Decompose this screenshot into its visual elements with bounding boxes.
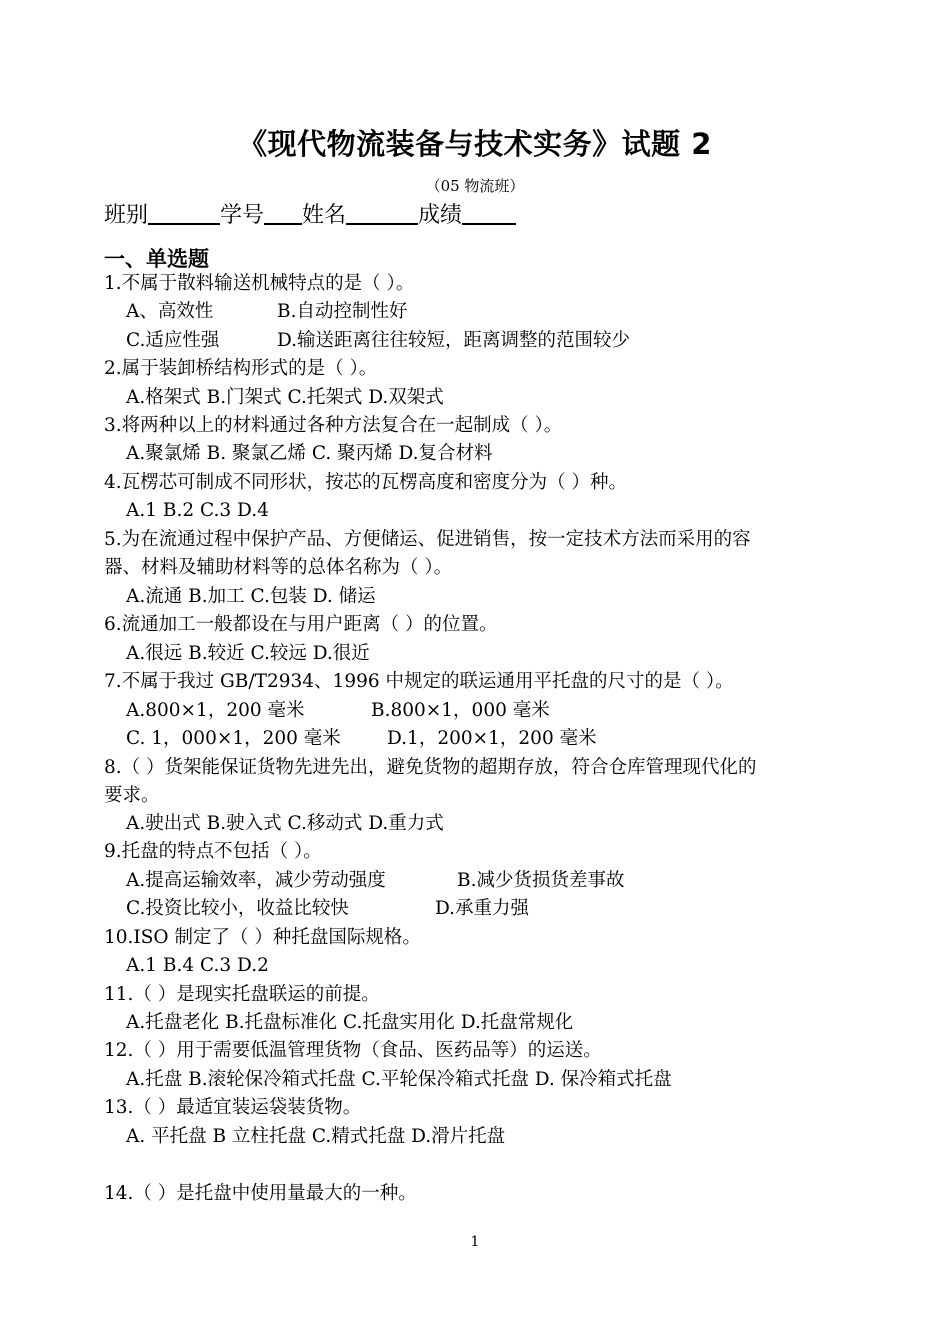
- question-7-option-c: C. 1，000×1，200 毫米: [126, 728, 341, 749]
- question-7-stem: 7.不属于我过 GB/T2934、1996 中规定的联运通用平托盘的尺寸的是（ ）。: [104, 671, 734, 692]
- question-13-stem: 13.（ ）最适宜装运袋装货物。: [104, 1097, 362, 1118]
- page-title: 《现代物流装备与技术实务》试题 2: [238, 127, 712, 161]
- question-14-stem: 14.（ ）是托盘中使用量最大的一种。: [104, 1183, 417, 1204]
- question-5-stem-line-2: 器、材料及辅助材料等的总体名称为（ ）。: [104, 557, 453, 578]
- name-blank: [346, 199, 418, 225]
- page-number: 1: [470, 1234, 480, 1250]
- page-subtitle: （05 物流班）: [425, 177, 525, 195]
- question-1-option-c: C.适应性强: [126, 330, 220, 351]
- question-9-option-d: D.承重力强: [435, 898, 530, 919]
- score-blank: [462, 199, 516, 225]
- question-6-stem: 6.流通加工一般都设在与用户距离（ ）的位置。: [104, 614, 498, 635]
- question-7-option-b: B.800×1，000 毫米: [371, 700, 550, 721]
- question-1-stem: 1.不属于散料输送机械特点的是（ ）。: [104, 273, 415, 294]
- question-2-options: A.格架式 B.门架式 C.托架式 D.双架式: [126, 387, 444, 408]
- question-2-stem: 2.属于装卸桥结构形式的是（ ）。: [104, 358, 378, 379]
- question-11-stem: 11.（ ）是现实托盘联运的前提。: [104, 984, 380, 1005]
- class-label: 班别: [104, 203, 149, 228]
- question-8-stem-line-2: 要求。: [104, 785, 160, 806]
- question-8-options: A.驶出式 B.驶入式 C.移动式 D.重力式: [126, 813, 444, 834]
- score-label: 成绩: [418, 203, 463, 228]
- question-3-stem: 3.将两种以上的材料通过各种方法复合在一起制成（ ）。: [104, 415, 563, 436]
- question-5-options: A.流通 B.加工 C.包装 D. 储运: [126, 586, 376, 607]
- question-4-stem: 4.瓦楞芯可制成不同形状，按芯的瓦楞高度和密度分为（ ）种。: [104, 472, 628, 493]
- question-6-options: A.很远 B.较近 C.较远 D.很近: [126, 643, 370, 664]
- question-7-option-d: D.1，200×1，200 毫米: [387, 728, 597, 749]
- name-label: 姓名: [302, 203, 347, 228]
- question-11-options: A.托盘老化 B.托盘标准化 C.托盘实用化 D.托盘常规化: [126, 1012, 574, 1033]
- question-10-options: A.1 B.4 C.3 D.2: [126, 955, 269, 976]
- question-1-option-a: A、高效性: [126, 301, 214, 322]
- question-9-stem: 9.托盘的特点不包括（ ）。: [104, 841, 322, 862]
- question-1-option-b: B.自动控制性好: [277, 301, 408, 322]
- question-9-option-c: C.投资比较小，收益比较快: [126, 898, 349, 919]
- student-no-label: 学号: [220, 203, 265, 228]
- question-10-stem: 10.ISO 制定了（ ）种托盘国际规格。: [104, 927, 421, 948]
- student-info-line: [104, 198, 516, 229]
- class-blank: [148, 199, 220, 225]
- question-9-option-a: A.提高运输效率，减少劳动强度: [126, 870, 386, 891]
- question-7-option-a: A.800×1，200 毫米: [126, 700, 305, 721]
- question-12-options: A.托盘 B.滚轮保冷箱式托盘 C.平轮保冷箱式托盘 D. 保冷箱式托盘: [126, 1069, 672, 1090]
- student-no-blank: [264, 199, 302, 225]
- question-1-option-d: D.输送距离往往较短，距离调整的范围较少: [277, 330, 631, 351]
- section-heading: 一、单选题: [104, 247, 209, 271]
- question-13-options: A. 平托盘 B 立柱托盘 C.精式托盘 D.滑片托盘: [126, 1126, 506, 1147]
- question-5-stem-line-1: 5.为在流通过程中保护产品、方便储运、促进销售，按一定技术方法而采用的容: [104, 529, 751, 550]
- question-8-stem-line-1: 8.（ ）货架能保证货物先进先出，避免货物的超期存放，符合仓库管理现代化的: [104, 757, 757, 778]
- question-9-option-b: B.减少货损货差事故: [457, 870, 625, 891]
- question-3-options: A.聚氯烯 B. 聚氯乙烯 C. 聚丙烯 D.复合材料: [126, 443, 493, 464]
- question-4-options: A.1 B.2 C.3 D.4: [126, 500, 269, 521]
- question-12-stem: 12.（ ）用于需要低温管理货物（食品、医药品等）的运送。: [104, 1040, 602, 1061]
